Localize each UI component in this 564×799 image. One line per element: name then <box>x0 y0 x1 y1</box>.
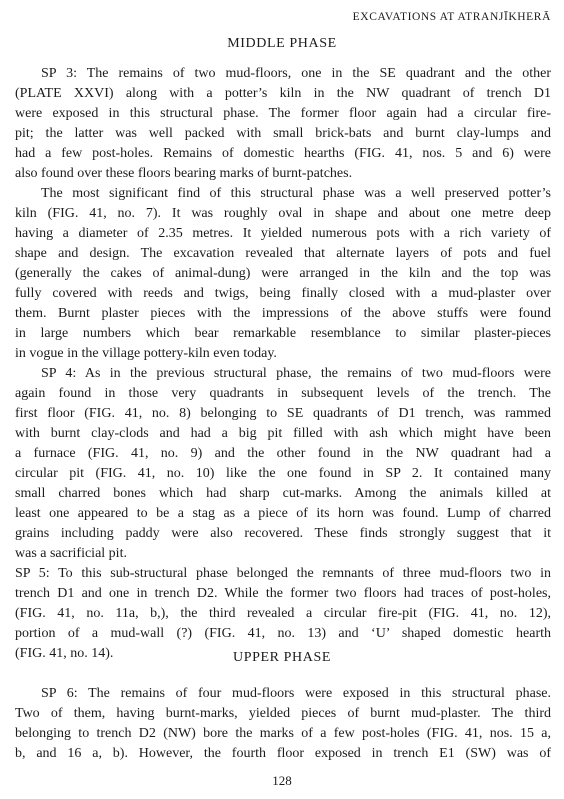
text-line: was a sacrificial pit. <box>15 546 127 561</box>
text-line: grains including paddy were also recovered. These finds strongly suggest that it <box>15 526 551 541</box>
text-line: had a few post-holes. Remains of domestic hearths (FIG. 41, nos. 5 and 6) were <box>15 146 551 161</box>
text-line: SP 6: The remains of four mud-floors were exposed in this structural phase. <box>41 686 551 701</box>
text-line: (PLATE XXVI) along with a potter’s kiln in the NW quadrant of trench D1 <box>15 86 551 101</box>
text-line: circular pit (FIG. 41, no. 10) like the one found in SP 2. It contained many <box>15 466 551 481</box>
text-line: in large numbers which bear remarkable resemblance to similar plaster-pieces <box>15 326 551 341</box>
text-line: SP 4: As in the previous structural phase, the remains of two mud-floors were <box>41 366 551 381</box>
text-line: (FIG. 41, no. 14). <box>15 646 114 661</box>
text-line: again found in those very quadrants in subsequent levels of the trench. The <box>15 386 551 401</box>
text-line: also found over these floors bearing marks of burnt-patches. <box>15 166 353 181</box>
text-line: were exposed in this structural phase. The former floor again had a circular fire- <box>15 106 551 121</box>
text-line: SP 3: The remains of two mud-floors, one in the SE quadrant and the other <box>41 66 551 81</box>
text-line: kiln (FIG. 41, no. 7). It was roughly oval in shape and about one metre deep <box>15 206 551 221</box>
text-line: (FIG. 41, no. 11a, b,), the third revealed a circular fire-pit (FIG. 41, no. 12), <box>15 606 551 621</box>
upper-phase-heading: UPPER PHASE <box>232 650 332 665</box>
text-line: portion of a mud-wall (?) (FIG. 41, no. 13) and ‘U’ shaped domestic hearth <box>15 626 551 641</box>
text-line: b, and 16 a, b). However, the fourth floor exposed in trench E1 (SW) was of <box>15 746 551 761</box>
upper-phase-text <box>15 684 551 764</box>
text-line: Two of them, having burnt-marks, yielded pieces of burnt mud-plaster. The third <box>15 706 551 721</box>
text-line: least one appeared to be a stag as a piece of its horn was found. Lump of charred <box>15 506 551 521</box>
text-line: with burnt clay-clods and had a big pit filled with ash which might have been <box>15 426 551 441</box>
running-head: EXCAVATIONS AT ATRANJĪKHERĀ <box>352 11 551 23</box>
middle-phase-heading: MIDDLE PHASE <box>227 36 337 51</box>
text-line: small charred bones which had sharp cut-marks. Among the animals killed at <box>15 486 551 501</box>
text-line: shape and design. The excavation revealed that alternate layers of pots and fuel <box>15 246 551 261</box>
text-line: first floor (FIG. 41, no. 8) belonging to SE quadrants of D1 trench, was rammed <box>15 406 551 421</box>
text-line: a furnace (FIG. 41, no. 9) and the other found in the NW quadrant had a <box>15 446 551 461</box>
text-line: pit; the latter was well packed with small brick-bats and burnt clay-lumps and <box>15 126 551 141</box>
text-line: them. Burnt plaster pieces with the impressions of the above stuffs were found <box>15 306 551 321</box>
text-line: belonging to trench D2 (NW) bore the marks of a few post-holes (FIG. 41, nos. 15 a, <box>15 726 551 741</box>
text-line: trench D1 and one in trench D2. While the former two floors had traces of post-holes, <box>15 586 551 601</box>
text-line: The most significant find of this structural phase was a well preserved potter’s <box>41 186 551 201</box>
text-line: fully covered with reeds and twigs, being finally closed with a mud-plaster over <box>15 286 551 301</box>
text-line: in vogue in the village pottery-kiln even today. <box>15 346 277 361</box>
text-line: SP 5: To this sub-structural phase belonged the remnants of three mud-floors two in <box>15 566 551 581</box>
text-line: having a diameter of 2.35 metres. It yielded numerous pots with a rich variety of <box>15 226 551 241</box>
text-line: (generally the cakes of animal-dung) were arranged in the kiln and the top was <box>15 266 551 281</box>
page-number: 128 <box>272 773 292 788</box>
